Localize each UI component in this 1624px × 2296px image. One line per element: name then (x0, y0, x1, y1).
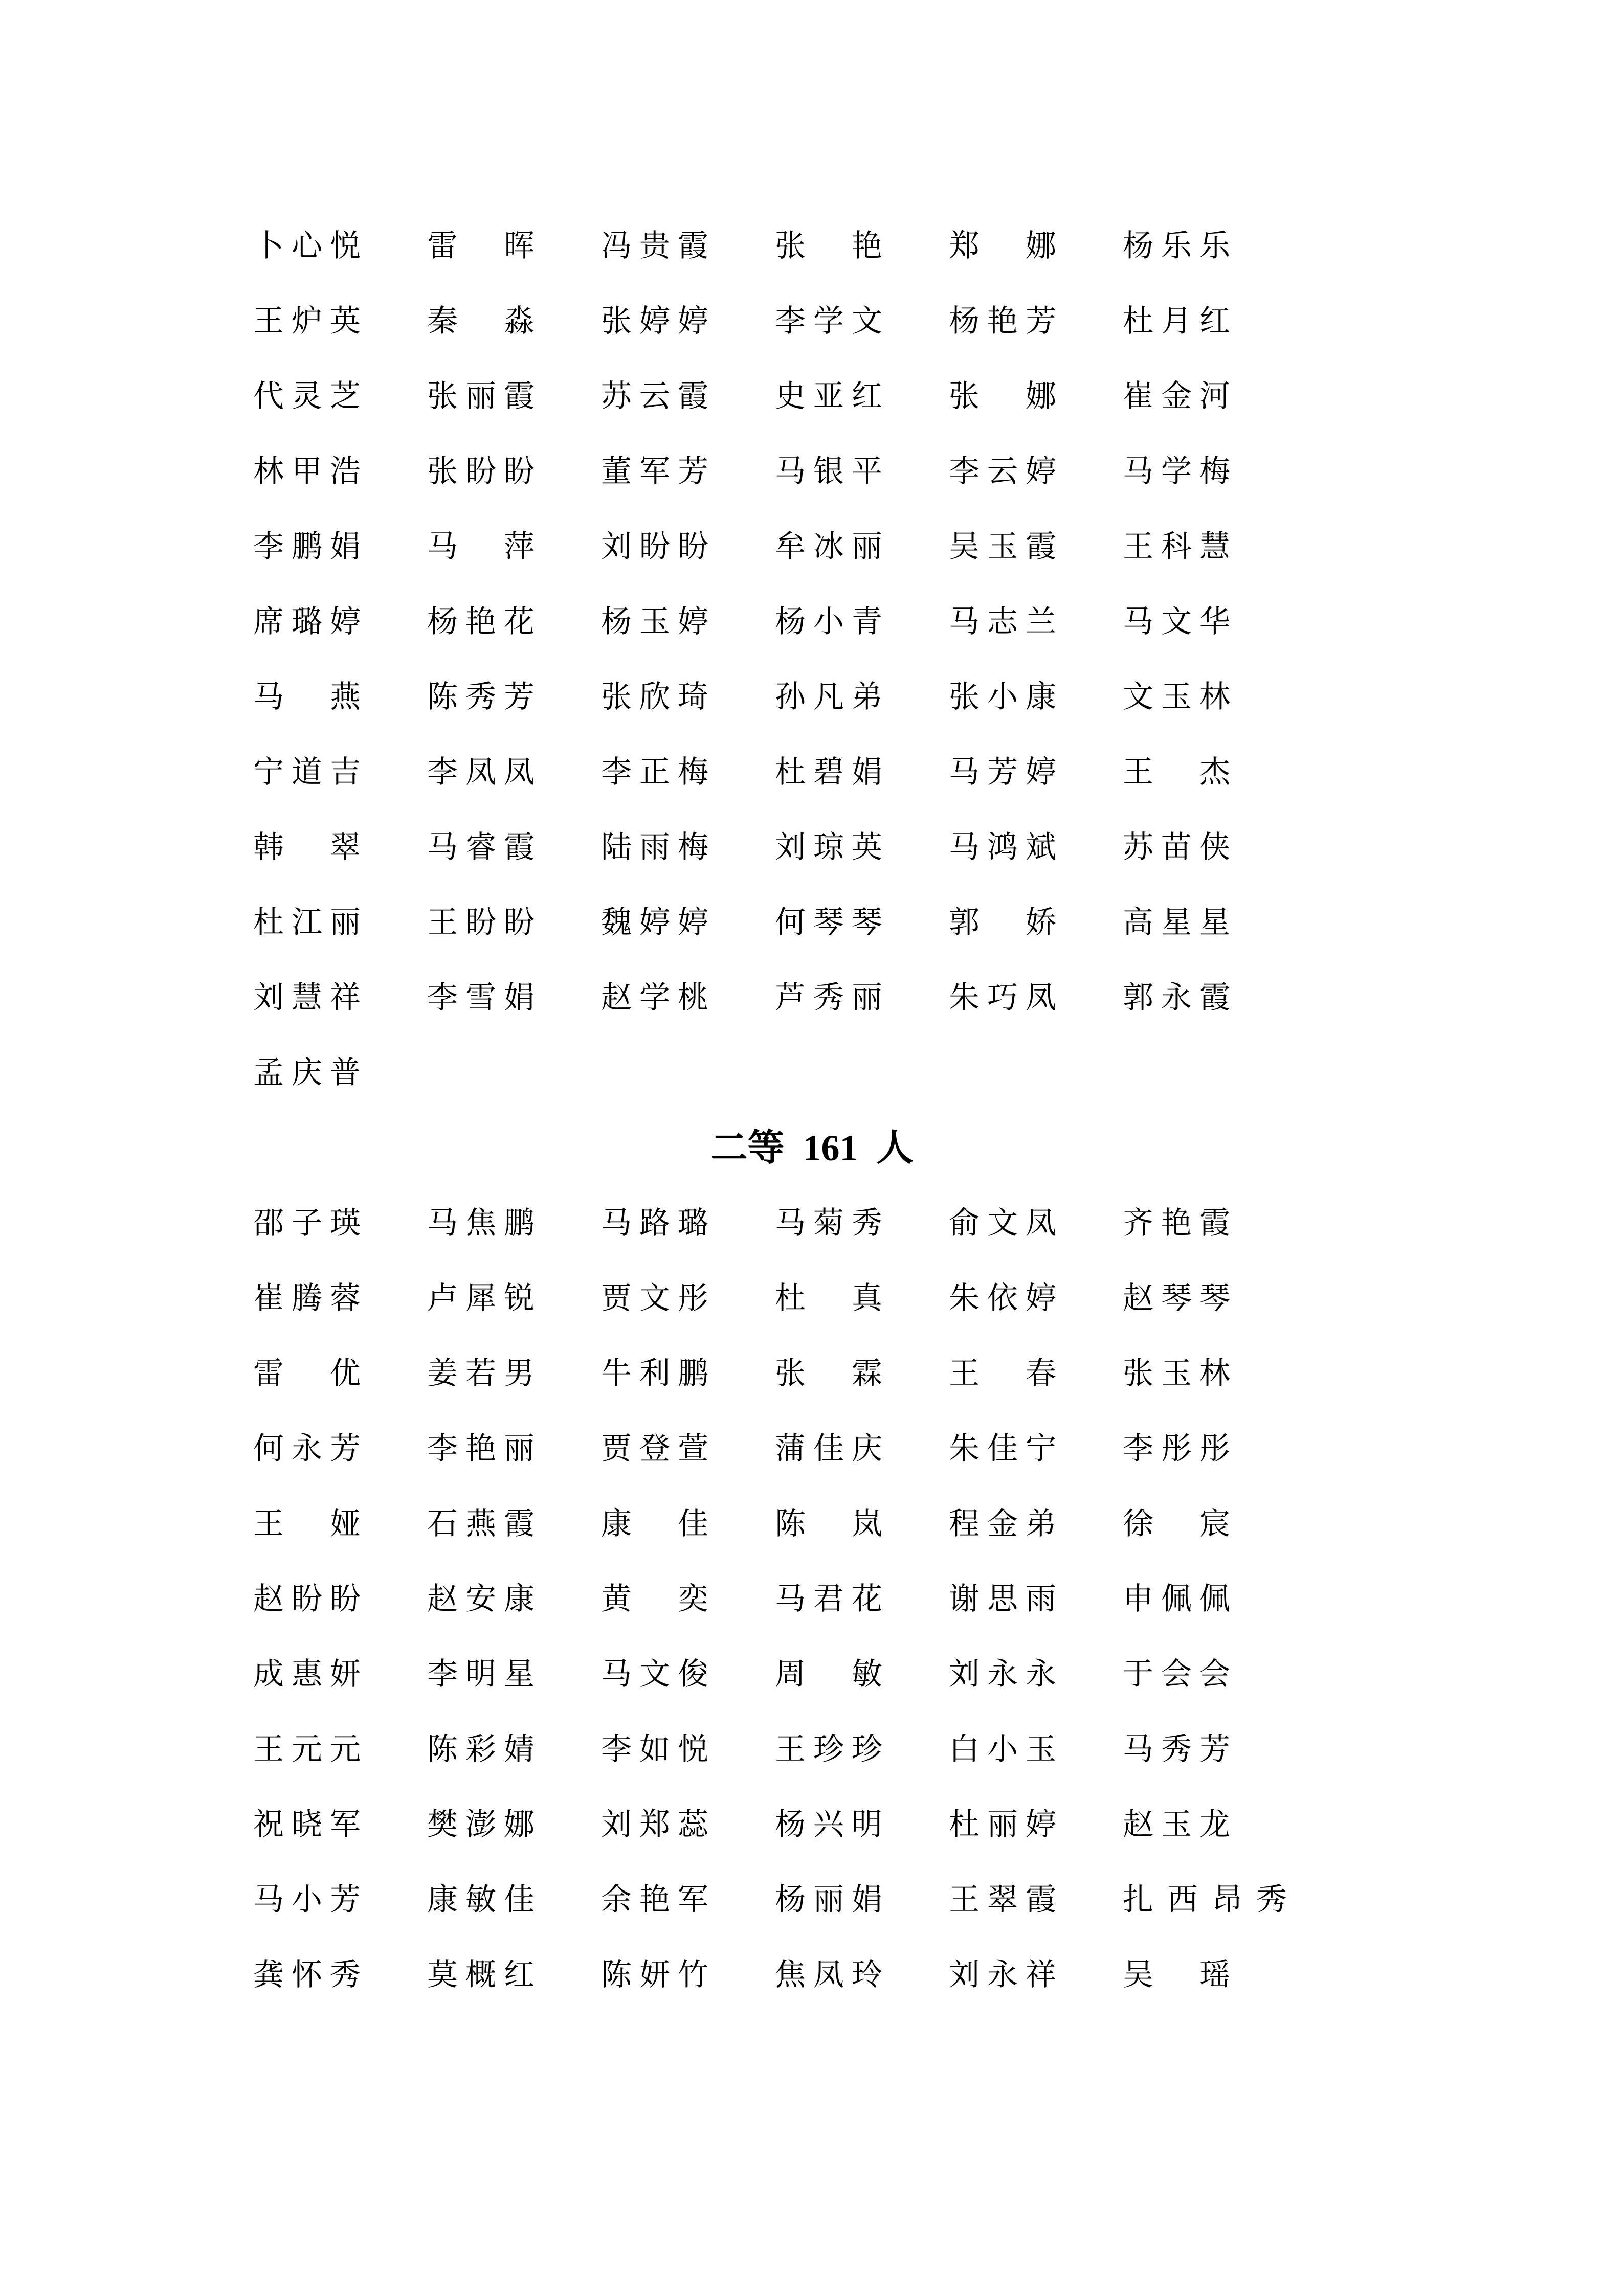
name-cell (253, 1712, 427, 1787)
person-name: 朱依婷 (949, 1281, 1064, 1315)
second-class-names-grid (253, 1186, 1301, 2013)
name-cell (601, 1562, 775, 1637)
person-name: 康敏佳 (427, 1883, 542, 1917)
name-cell (1123, 284, 1297, 359)
person-name: 杨艳芳 (949, 304, 1064, 338)
person-name: 代灵芝 (253, 379, 368, 413)
name-cell (427, 359, 601, 434)
name-cell (253, 1637, 427, 1712)
person-name: 徐宸 (1123, 1507, 1276, 1541)
person-name: 赵琴琴 (1123, 1281, 1238, 1315)
person-name: 秦淼 (427, 304, 581, 338)
person-name: 王元元 (253, 1732, 368, 1766)
name-cell (601, 660, 775, 735)
name-cell (949, 660, 1123, 735)
name-cell (601, 209, 775, 284)
person-name: 刘盼盼 (601, 530, 716, 564)
name-cell (427, 209, 601, 284)
person-name: 刘琼英 (775, 830, 890, 864)
name-cell (601, 1938, 775, 2013)
person-name: 杨玉婷 (601, 605, 716, 639)
name-cell (949, 735, 1123, 810)
person-name: 杨兴明 (775, 1808, 890, 1841)
person-name: 谢思雨 (949, 1582, 1064, 1616)
person-name: 马志兰 (949, 605, 1064, 639)
person-name: 马路璐 (601, 1206, 716, 1240)
person-name: 于会会 (1123, 1657, 1238, 1691)
name-cell (775, 1487, 949, 1562)
person-name: 李彤彤 (1123, 1432, 1238, 1466)
name-cell (775, 885, 949, 960)
person-name: 马萍 (427, 530, 581, 564)
name-cell (949, 1186, 1123, 1261)
person-name: 王盼盼 (427, 906, 542, 939)
name-cell (601, 1411, 775, 1487)
name-cell (253, 1261, 427, 1336)
name-cell (949, 1787, 1123, 1862)
name-cell (949, 509, 1123, 584)
name-cell (949, 209, 1123, 284)
person-name: 贾登萱 (601, 1432, 716, 1466)
name-cell (253, 1562, 427, 1637)
person-name: 李凤凤 (427, 755, 542, 789)
person-name: 赵玉龙 (1123, 1808, 1238, 1841)
person-name: 李正梅 (601, 755, 716, 789)
name-cell (601, 960, 775, 1036)
name-cell (601, 509, 775, 584)
person-name: 杜江丽 (253, 906, 368, 939)
person-name: 石燕霞 (427, 1507, 542, 1541)
person-name: 刘永永 (949, 1657, 1064, 1691)
name-cell (427, 1336, 601, 1411)
name-cell (1123, 660, 1297, 735)
name-cell (253, 1787, 427, 1862)
name-cell (427, 584, 601, 660)
name-cell (601, 1487, 775, 1562)
name-cell (1123, 1186, 1297, 1261)
person-name: 冯贵霞 (601, 229, 716, 263)
person-name: 王春 (949, 1357, 1102, 1390)
person-name: 孟庆普 (253, 1056, 368, 1090)
name-cell (601, 584, 775, 660)
name-cell (775, 1938, 949, 2013)
person-name: 何琴琴 (775, 906, 890, 939)
name-cell (1123, 509, 1297, 584)
name-cell (427, 1487, 601, 1562)
person-name: 韩翠 (253, 830, 407, 864)
person-name: 扎西昂秀 (1123, 1883, 1301, 1917)
name-cell (949, 1411, 1123, 1487)
person-name: 马小芳 (253, 1883, 368, 1917)
person-name: 牟冰丽 (775, 530, 890, 564)
name-cell (253, 660, 427, 735)
person-name: 刘郑蕊 (601, 1808, 716, 1841)
person-name: 周敏 (775, 1657, 928, 1691)
person-name: 张欣琦 (601, 680, 716, 714)
name-cell (253, 810, 427, 885)
person-name: 马文俊 (601, 1657, 716, 1691)
name-cell (253, 284, 427, 359)
person-name: 杜碧娟 (775, 755, 890, 789)
person-name: 马鸿斌 (949, 830, 1064, 864)
name-cell (1123, 1787, 1297, 1862)
person-name: 马学梅 (1123, 455, 1238, 488)
name-cell (775, 1862, 949, 1938)
person-name: 崔腾蓉 (253, 1281, 368, 1315)
name-cell (775, 1787, 949, 1862)
name-cell (601, 735, 775, 810)
name-cell (949, 1862, 1123, 1938)
person-name: 康佳 (601, 1507, 754, 1541)
name-cell (253, 359, 427, 434)
person-name: 卜心悦 (253, 229, 368, 263)
person-name: 赵安康 (427, 1582, 542, 1616)
name-cell (253, 209, 427, 284)
name-cell (253, 509, 427, 584)
person-name: 马秀芳 (1123, 1732, 1238, 1766)
person-name: 成惠妍 (253, 1657, 368, 1691)
person-name: 卢犀锐 (427, 1281, 542, 1315)
person-name: 郭娇 (949, 906, 1102, 939)
person-name: 焦凤玲 (775, 1958, 890, 1992)
person-name: 赵学桃 (601, 981, 716, 1015)
name-cell (949, 1336, 1123, 1411)
person-name: 陆雨梅 (601, 830, 716, 864)
name-cell (601, 1862, 775, 1938)
name-cell (949, 810, 1123, 885)
name-cell (775, 584, 949, 660)
name-cell (949, 960, 1123, 1036)
name-cell (949, 584, 1123, 660)
name-cell (949, 1261, 1123, 1336)
person-name: 王炉英 (253, 304, 368, 338)
name-cell (427, 1938, 601, 2013)
person-name: 李云婷 (949, 455, 1064, 488)
person-name: 雷优 (253, 1357, 407, 1390)
name-cell (949, 1487, 1123, 1562)
name-cell (1123, 1637, 1297, 1712)
name-cell (427, 1186, 601, 1261)
person-name: 刘永祥 (949, 1958, 1064, 1992)
person-name: 余艳军 (601, 1883, 716, 1917)
person-name: 杜月红 (1123, 304, 1238, 338)
name-cell (949, 359, 1123, 434)
name-cell (949, 1712, 1123, 1787)
name-cell (775, 1186, 949, 1261)
person-name: 刘慧祥 (253, 981, 368, 1015)
name-cell (427, 1562, 601, 1637)
person-name: 何永芳 (253, 1432, 368, 1466)
name-cell (949, 434, 1123, 509)
person-name: 芦秀丽 (775, 981, 890, 1015)
name-cell (1123, 735, 1297, 810)
person-name: 郑娜 (949, 229, 1102, 263)
person-name: 马君花 (775, 1582, 890, 1616)
person-name: 马睿霞 (427, 830, 542, 864)
name-cell (1123, 1261, 1297, 1336)
name-cell (775, 735, 949, 810)
person-name: 程金弟 (949, 1507, 1064, 1541)
person-name: 马菊秀 (775, 1206, 890, 1240)
person-name: 黄奕 (601, 1582, 754, 1616)
person-name: 杜丽婷 (949, 1808, 1064, 1841)
name-cell (427, 1411, 601, 1487)
person-name: 陈秀芳 (427, 680, 542, 714)
name-cell (775, 1562, 949, 1637)
person-name: 蒲佳庆 (775, 1432, 890, 1466)
name-cell (427, 735, 601, 810)
person-name: 魏婷婷 (601, 906, 716, 939)
name-cell (253, 1186, 427, 1261)
person-name: 樊澎娜 (427, 1808, 542, 1841)
person-name: 李雪娟 (427, 981, 542, 1015)
name-cell (601, 1261, 775, 1336)
person-name: 李如悦 (601, 1732, 716, 1766)
name-cell (601, 1712, 775, 1787)
person-name: 祝晓军 (253, 1808, 368, 1841)
person-name: 申佩佩 (1123, 1582, 1238, 1616)
person-name: 李学文 (775, 304, 890, 338)
name-cell (1123, 584, 1297, 660)
name-cell (253, 885, 427, 960)
name-cell (601, 885, 775, 960)
person-name: 文玉林 (1123, 680, 1238, 714)
person-name: 陈妍竹 (601, 1958, 716, 1992)
name-cell (1123, 1487, 1297, 1562)
second-class-section-heading (0, 1111, 1624, 1186)
person-name: 席璐婷 (253, 605, 368, 639)
person-name: 张艳 (775, 229, 928, 263)
person-name: 马银平 (775, 455, 890, 488)
name-cell (601, 810, 775, 885)
name-cell (427, 660, 601, 735)
name-cell (1123, 209, 1297, 284)
name-cell (253, 434, 427, 509)
name-cell (427, 960, 601, 1036)
name-cell (1123, 1938, 1297, 2013)
name-cell (427, 1261, 601, 1336)
name-cell (427, 509, 601, 584)
person-name: 李鹏娟 (253, 530, 368, 564)
person-name: 苏云霞 (601, 379, 716, 413)
name-cell (1123, 1862, 1301, 1938)
name-cell (253, 584, 427, 660)
person-name: 林甲浩 (253, 455, 368, 488)
person-name: 陈岚 (775, 1507, 928, 1541)
name-cell (601, 1336, 775, 1411)
person-name: 雷晖 (427, 229, 581, 263)
name-cell (949, 1562, 1123, 1637)
name-cell (775, 660, 949, 735)
name-cell (253, 1487, 427, 1562)
person-name: 史亚红 (775, 379, 890, 413)
name-cell (775, 960, 949, 1036)
person-name: 牛利鹏 (601, 1357, 716, 1390)
person-name: 吴瑶 (1123, 1958, 1276, 1992)
name-cell (949, 885, 1123, 960)
person-name: 莫概红 (427, 1958, 542, 1992)
person-name: 张婷婷 (601, 304, 716, 338)
name-cell (253, 1862, 427, 1938)
person-name: 张小康 (949, 680, 1064, 714)
name-cell (775, 209, 949, 284)
person-name: 张玉林 (1123, 1357, 1238, 1390)
name-cell (775, 1637, 949, 1712)
name-cell (427, 885, 601, 960)
person-name: 姜若男 (427, 1357, 542, 1390)
name-cell (253, 1938, 427, 2013)
name-cell (949, 1637, 1123, 1712)
name-cell (1123, 1411, 1297, 1487)
name-cell (775, 810, 949, 885)
person-name: 董军芳 (601, 455, 716, 488)
name-cell (253, 735, 427, 810)
name-cell (1123, 434, 1297, 509)
person-name: 杨小青 (775, 605, 890, 639)
second-class-heading-text: 二等 161 人 (710, 1128, 914, 1168)
person-name: 王杰 (1123, 755, 1276, 789)
name-cell (427, 1712, 601, 1787)
name-cell (1123, 960, 1297, 1036)
name-cell (253, 1036, 427, 1111)
person-name: 马芳婷 (949, 755, 1064, 789)
person-name: 白小玉 (949, 1732, 1064, 1766)
name-cell (775, 509, 949, 584)
name-cell (1123, 885, 1297, 960)
person-name: 孙凡弟 (775, 680, 890, 714)
name-cell (1123, 1336, 1297, 1411)
person-name: 崔金河 (1123, 379, 1238, 413)
name-cell (775, 1712, 949, 1787)
person-name: 李艳丽 (427, 1432, 542, 1466)
name-cell (427, 810, 601, 885)
name-cell (1123, 1562, 1297, 1637)
person-name: 俞文凤 (949, 1206, 1064, 1240)
name-cell (1123, 1712, 1297, 1787)
person-name: 贾文彤 (601, 1281, 716, 1315)
name-cell (601, 359, 775, 434)
name-cell (427, 284, 601, 359)
person-name: 王科慧 (1123, 530, 1238, 564)
person-name: 赵盼盼 (253, 1582, 368, 1616)
name-cell (949, 1938, 1123, 2013)
person-name: 杨艳花 (427, 605, 542, 639)
name-cell (253, 960, 427, 1036)
name-cell (427, 1637, 601, 1712)
name-cell (775, 1261, 949, 1336)
name-cell (253, 1336, 427, 1411)
person-name: 陈彩婧 (427, 1732, 542, 1766)
person-name: 张娜 (949, 379, 1102, 413)
person-name: 张霖 (775, 1357, 928, 1390)
person-name: 吴玉霞 (949, 530, 1064, 564)
person-name: 宁道吉 (253, 755, 368, 789)
name-cell (601, 284, 775, 359)
person-name: 王娅 (253, 1507, 407, 1541)
person-name: 朱巧凤 (949, 981, 1064, 1015)
name-cell (775, 284, 949, 359)
person-name: 龚怀秀 (253, 1958, 368, 1992)
person-name: 邵子瑛 (253, 1206, 368, 1240)
person-name: 王珍珍 (775, 1732, 890, 1766)
name-cell (1123, 810, 1297, 885)
person-name: 齐艳霞 (1123, 1206, 1238, 1240)
person-name: 杜真 (775, 1281, 928, 1315)
name-cell (601, 1637, 775, 1712)
name-cell (427, 1787, 601, 1862)
name-cell (253, 1411, 427, 1487)
person-name: 杨乐乐 (1123, 229, 1238, 263)
name-cell (601, 1787, 775, 1862)
person-name: 李明星 (427, 1657, 542, 1691)
person-name: 张丽霞 (427, 379, 542, 413)
person-name: 马燕 (253, 680, 407, 714)
person-name: 马焦鹏 (427, 1206, 542, 1240)
name-cell (601, 434, 775, 509)
person-name: 杨丽娟 (775, 1883, 890, 1917)
name-cell (427, 434, 601, 509)
person-name: 王翠霞 (949, 1883, 1064, 1917)
name-cell (775, 359, 949, 434)
name-cell (775, 1336, 949, 1411)
name-cell (775, 1411, 949, 1487)
name-cell (775, 434, 949, 509)
name-cell (427, 1862, 601, 1938)
person-name: 马文华 (1123, 605, 1238, 639)
person-name: 苏苗侠 (1123, 830, 1238, 864)
person-name: 张盼盼 (427, 455, 542, 488)
name-cell (1123, 359, 1297, 434)
first-class-names-grid (253, 209, 1297, 1111)
person-name: 高星星 (1123, 906, 1238, 939)
name-cell (601, 1186, 775, 1261)
person-name: 郭永霞 (1123, 981, 1238, 1015)
name-cell (949, 284, 1123, 359)
person-name: 朱佳宁 (949, 1432, 1064, 1466)
